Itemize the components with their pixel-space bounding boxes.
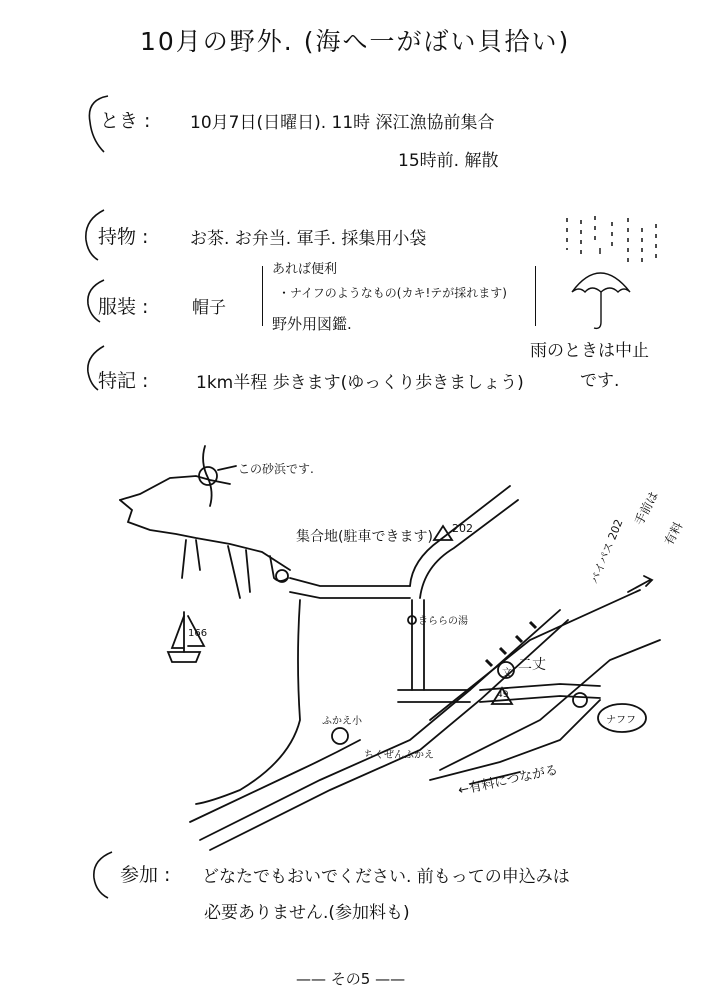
map-label-route-202: 202 <box>452 522 473 535</box>
map-label-toll-paid: 有料 <box>661 519 686 548</box>
toki-line1: 10月7日(日曜日). 11時 深江漁協前集合 <box>190 113 495 133</box>
mochimono-text: お茶. お弁当. 軍手. 採集用小袋 <box>190 229 427 249</box>
map-label-sand-beach: この砂浜です. <box>238 462 314 476</box>
map-label-nanatsugama: ナフフ <box>606 715 636 726</box>
tokki-text: 1km半程 歩きます(ゆっくり歩きましょう) <box>196 373 524 393</box>
mochimono-label: 持物 : <box>98 226 149 248</box>
tokki-label: 特記 : <box>98 370 149 392</box>
toki-line2: 15時前. 解散 <box>398 151 499 171</box>
page-footer: —— その5 —— <box>296 970 406 988</box>
sanka-line2: 必要ありません.(参加料も) <box>204 903 410 923</box>
fukusou-item-3: 野外用図鑑. <box>272 315 352 333</box>
map-label-meeting-point: 集合地(駐車できます) <box>296 529 433 545</box>
fukusou-hat: 帽子 <box>192 298 226 318</box>
map-label-toll-front: 手前は <box>631 489 662 528</box>
toki-label: とき : <box>100 110 151 132</box>
fukusou-item-2: ・ナイフのようなもの(カキ!テが採れます) <box>278 286 507 300</box>
rain-note-line1: 雨のときは中止 <box>530 341 649 361</box>
map-label-bypass: バイパス 202 <box>587 517 626 586</box>
map-label-nijo: 二丈 <box>518 657 546 673</box>
sanka-label: 参加 : <box>120 864 171 886</box>
map-label-to-toll: ←有料につながる <box>456 762 560 799</box>
map-label-kirara: きららの湯 <box>418 616 468 627</box>
sanka-line1: どなたでもおいでください. 前もっての申込みは <box>202 867 570 887</box>
rain-note-line2: です. <box>580 371 620 391</box>
map-label-boat: 166 <box>188 628 208 639</box>
map-label-school: 文 <box>502 668 512 679</box>
page-title: 10月の野外. (海へ一がばい貝拾い) <box>140 27 571 56</box>
fukusou-label: 服装 : <box>98 296 149 318</box>
map-label-chikuzen-fukae: ちくぜんふかえ <box>364 750 434 761</box>
map-label-fukae: ふかえ小 <box>322 716 362 727</box>
fukusou-item-1: あれば便利 <box>272 262 338 277</box>
map-label-route-49: 49 <box>497 690 509 700</box>
